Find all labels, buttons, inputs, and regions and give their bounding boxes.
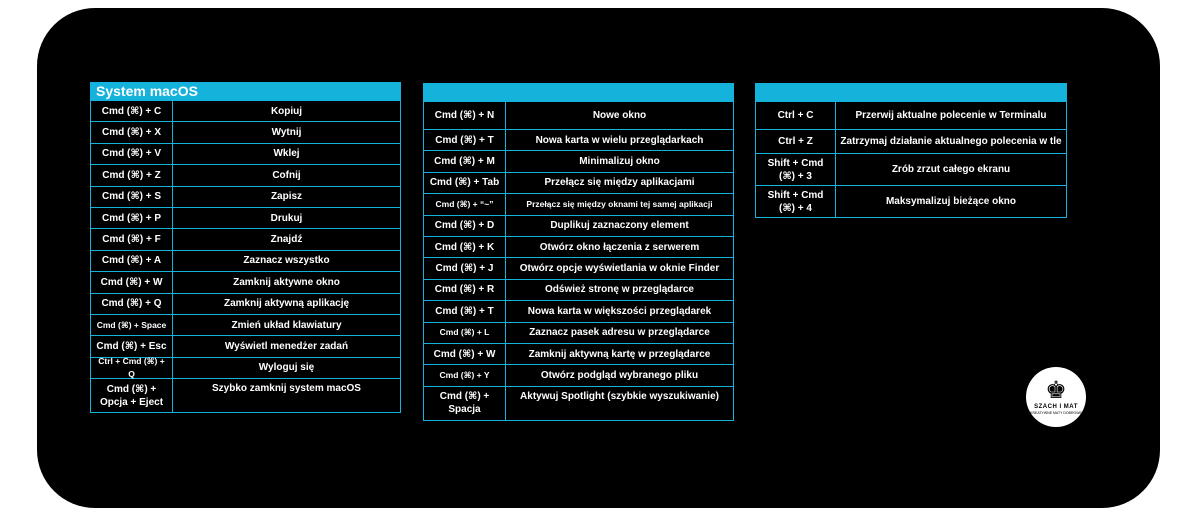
table-row [424,257,733,278]
shortcut-key: Cmd (⌘) + L [424,323,506,343]
shortcut-key: Cmd (⌘) + Space [91,315,173,335]
table-title [755,83,1067,102]
brand-logo [1026,367,1086,427]
shortcut-action: Odśwież stronę w przeglądarce [545,284,694,296]
table-row [756,185,1066,217]
table-row [91,186,400,207]
table-row [424,364,733,385]
shortcut-key: Cmd (⌘) + W [91,272,173,292]
shortcut-key: Shift + Cmd (⌘) + 3 [756,154,836,185]
chess-king-icon: ♚ [1045,377,1067,404]
shortcut-action: Zapisz [270,191,303,203]
shortcut-key: Ctrl + Cmd (⌘) + Q [91,358,173,378]
shortcut-action: Zamknij aktywną kartę w przeglądarce [528,348,711,360]
table-row [424,215,733,236]
table-title: System macOS [90,82,401,101]
table-row [424,279,733,300]
shortcut-action: Nowa karta w wielu przeglądarkach [535,134,704,146]
shortcut-action: Drukuj [270,212,303,224]
shortcut-key: Cmd (⌘) + D [424,216,506,236]
table-row [91,314,400,335]
shortcut-key: Cmd (⌘) + J [424,258,506,278]
shortcut-key: Cmd (⌘) + P [91,208,173,228]
logo-tagline: KREATYWNE MATY DOBROWE [1030,411,1082,415]
shortcut-key: Cmd (⌘) + K [424,237,506,257]
shortcut-key: Cmd (⌘) + N [424,102,506,129]
shortcut-action: Zaznacz wszystko [243,255,330,267]
table-row [91,378,400,412]
table-row [424,386,733,420]
shortcut-key: Cmd (⌘) + V [91,144,173,164]
shortcut-key: Shift + Cmd (⌘) + 4 [756,186,836,217]
shortcut-action: Szybko zamknij system macOS [212,383,361,395]
shortcut-key: Cmd (⌘) + R [424,280,506,300]
shortcut-key: Cmd (⌘) + T [424,301,506,321]
table-row [91,293,400,314]
table-row [424,172,733,193]
table-row [424,102,733,129]
shortcut-key: Cmd (⌘) + Opcja + Eject [91,379,173,412]
shortcut-key: Cmd (⌘) + Z [91,165,173,185]
shortcut-key: Ctrl + C [756,102,836,129]
table-row [91,207,400,228]
shortcut-action: Wyloguj się [258,362,315,374]
shortcut-table-system [90,82,401,413]
table-row [424,343,733,364]
shortcut-key: Cmd (⌘) + X [91,122,173,142]
table-row [91,121,400,142]
table-row [91,357,400,378]
shortcut-key: Cmd (⌘) + Tab [424,173,506,193]
shortcut-action: Znajdź [270,234,303,246]
shortcut-key: Cmd (⌘) + W [424,344,506,364]
shortcut-key: Cmd (⌘) + “~” [424,194,506,214]
shortcut-action: Zrób zrzut całego ekranu [891,164,1011,175]
shortcut-action: Przerwij aktualne polecenie w Terminalu [855,110,1047,121]
shortcut-key: Cmd (⌘) + F [91,229,173,249]
shortcut-key: Cmd (⌘) + M [424,151,506,171]
table-row [91,101,400,121]
shortcut-action: Otwórz okno łączenia z serwerem [539,241,700,253]
shortcut-action: Otwórz opcje wyświetlania w oknie Finder [519,263,720,275]
shortcut-key: Cmd (⌘) + Spacja [424,387,506,420]
shortcut-action: Zmień układ klawiatury [231,319,342,331]
shortcut-key: Ctrl + Z [756,130,836,153]
table-row [756,153,1066,185]
shortcut-table-terminal [755,83,1067,218]
table-row [756,102,1066,129]
table-row [424,322,733,343]
table-row [424,236,733,257]
table-row [424,129,733,150]
table-row [91,335,400,356]
table-row [424,193,733,214]
table-row [424,300,733,321]
table-row [91,250,400,271]
shortcut-action: Nowe okno [592,110,647,121]
table-row [91,164,400,185]
shortcut-action: Minimalizuj okno [579,156,660,168]
shortcut-action: Zaznacz pasek adresu w przeglądarce [529,327,710,339]
shortcut-key: Cmd (⌘) + S [91,187,173,207]
table-row [756,129,1066,153]
shortcut-action: Zamknij aktywne okno [233,276,340,288]
shortcut-key: Cmd (⌘) + Y [424,365,506,385]
shortcut-action: Duplikuj zaznaczony element [550,220,689,232]
shortcut-action: Nowa karta w większości przeglądarek [527,305,712,317]
shortcut-table-navigation [423,83,734,421]
shortcut-key: Cmd (⌘) + C [91,101,173,121]
table-row [424,150,733,171]
logo-name: SZACH I MAT [1034,404,1078,410]
table-row [91,143,400,164]
shortcut-action: Wklej [273,148,300,160]
table-title [423,83,734,102]
shortcut-action: Zatrzymaj działanie aktualnego polecenia w tle [840,136,1062,147]
shortcut-action: Maksymalizuj bieżące okno [885,196,1017,207]
shortcut-action: Kopiuj [270,105,303,117]
table-row [91,271,400,292]
shortcut-key: Cmd (⌘) + Esc [91,336,173,356]
shortcut-key: Cmd (⌘) + Q [91,294,173,314]
shortcut-action: Przełącz się między oknami tej samej aplikacji [526,198,713,209]
shortcut-action: Otwórz podgląd wybranego pliku [540,369,699,381]
table-row [91,228,400,249]
shortcut-action: Przełącz się między aplikacjami [544,177,695,189]
shortcut-action: Wytnij [271,127,302,139]
shortcut-action: Zamknij aktywną aplikację [223,298,350,310]
shortcut-key: Cmd (⌘) + A [91,251,173,271]
shortcut-action: Cofnij [272,169,301,181]
shortcut-action: Aktywuj Spotlight (szybkie wyszukiwanie) [520,390,719,402]
shortcut-action: Wyświetl menedżer zadań [224,340,349,352]
shortcut-key: Cmd (⌘) + T [424,130,506,150]
